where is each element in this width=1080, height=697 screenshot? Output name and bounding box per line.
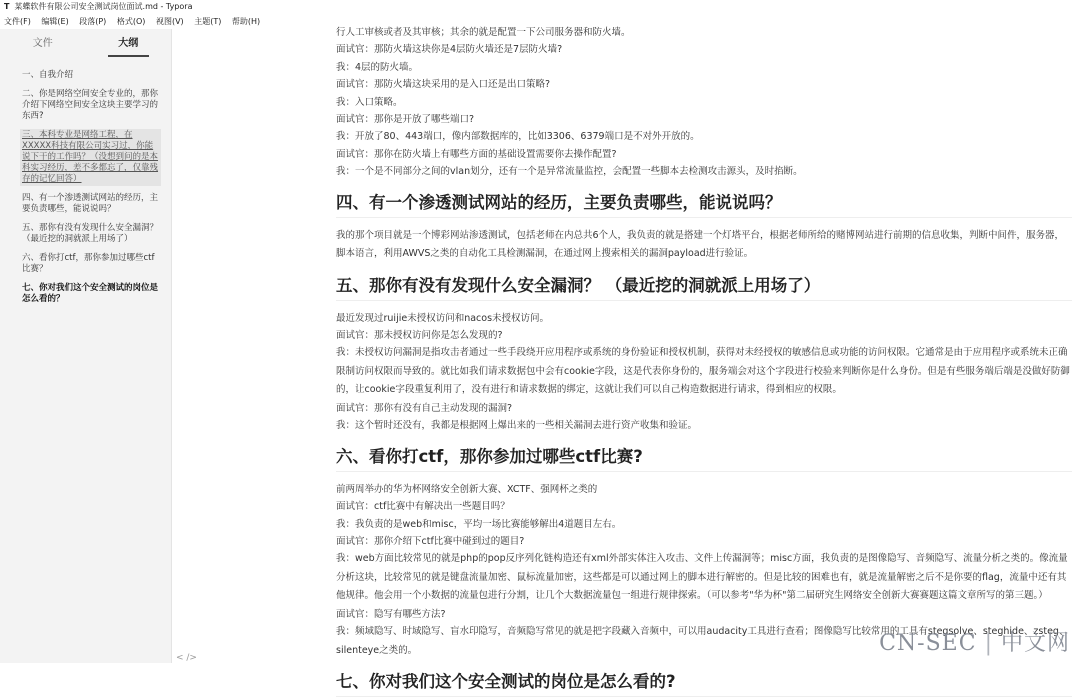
text-line: 我：我负责的是web和misc，平均一场比赛能够解出4道题目左右。 xyxy=(336,518,622,530)
text-line: 面试官：隐写有哪些方法? xyxy=(336,608,446,620)
outline-item-7[interactable]: 七、你对我们这个安全测试的岗位是怎么看的？ xyxy=(22,283,159,304)
source-code-mode-icon[interactable]: < /> xyxy=(176,653,197,663)
outline-list xyxy=(0,59,171,306)
watermark-left: CN-SEC xyxy=(879,631,977,656)
tab-outline[interactable]: 大纲 xyxy=(86,29,172,59)
text-line: 面试官：那防火墙这块采用的是入口还是出口策略? xyxy=(336,79,551,91)
text-line: 前两周举办的华为杯网络安全创新大赛、XCTF、强网杯之类的 xyxy=(336,483,598,495)
outline-item-6[interactable]: 六、看你打ctf，那你参加过哪些ctf比赛？ xyxy=(22,253,155,274)
text-line: 我：4层的防火墙。 xyxy=(336,61,419,73)
menu-format[interactable]: 格式(O) xyxy=(116,17,146,26)
menu-file[interactable]: 文件(F) xyxy=(4,17,31,26)
text-line: 面试官：那你有没有自己主动发现的漏洞? xyxy=(336,402,513,414)
text-line: 我：开放了80、443端口，像内部数据库的，比如3306、6379端口是不对外开放的。 xyxy=(336,131,700,143)
editor-content[interactable] xyxy=(336,24,1072,692)
window-title: 某蝶软件有限公司安全测试岗位面试.md - Typora xyxy=(14,2,193,11)
text-line: 面试官：那你在防火墙上有哪些方面的基础设置需要你去操作配置? xyxy=(336,148,617,160)
sidebar-tabs xyxy=(0,29,171,59)
text-line: 我：这个暂时还没有，我都是根据网上爆出来的一些相关漏洞去进行资产收集和验证。 xyxy=(336,420,698,432)
tab-files[interactable]: 文件 xyxy=(32,38,53,49)
menu-help[interactable]: 帮助(H) xyxy=(231,17,261,26)
heading-section-7: 七、你对我们这个安全测试的岗位是怎么看的? xyxy=(336,671,1072,697)
text-line: 行人工审核或者及其审核；其余的就是配置一下公司服务器和防火墙。 xyxy=(336,27,631,38)
sidebar xyxy=(0,29,172,663)
heading-section-6: 六、看你打ctf，那你参加过哪些ctf比赛? xyxy=(336,446,1072,472)
paragraph: 我：未授权访问漏洞是指攻击者通过一些手段绕开应用程序或系统的身份验证和授权机制，获得对未经授权的敏感信息或功能的访问权限。它通常是由于应用程序或系统未正确限制访问权限而导致的。就比如我们请求数据包中会有cookie字段，这是代表你身份的，服务端会对这个字段进行校验来判断你是什么身份。但是有些服务端后端是没做好防御的，让cookie字段重复利用了，没有进行和请求数据的绑定，这就让我们可以自己构造数据进行请求，得到相应的权限。 xyxy=(336,347,1070,396)
watermark-right: 中文网 xyxy=(1000,631,1070,656)
watermark xyxy=(879,626,1070,657)
menu-paragraph[interactable]: 段落(P) xyxy=(79,17,107,26)
menu-theme[interactable]: 主题(T) xyxy=(194,17,222,26)
text-line: 面试官：ctf比赛中有解决出一些题目吗？ xyxy=(336,501,510,513)
paragraph: 我：web方面比较常见的就是php的pop反序列化链构造还有xml外部实体注入攻击、文件上传漏洞等；misc方面，我负责的是图像隐写、音频隐写、流量分析之类的。像流量分析这块，比较常见的就是键盘流量加密、鼠标流量加密，这些都是可以通过网上的脚本进行解密的。但是比较的困难也有，就是流量解密之后不是你要的flag，流量中还有其他规律。他会用一个小数据的流量包进行分割，让几个大数据流量包一组进行规律探索。（可以参考"华为杯"第二届研究生网络安全创新大赛赛题这篇文章所写的第三题。） xyxy=(336,553,1068,602)
text-line: 面试官：那防火墙这块你是4层防火墙还是7层防火墙? xyxy=(336,44,563,56)
menu-view[interactable]: 视图(V) xyxy=(155,17,184,26)
outline-item-5[interactable]: 五、那你有没有发现什么安全漏洞？（最近挖的洞就派上用场了） xyxy=(22,223,159,244)
text-line: 最近发现过ruijie未授权访问和nacos未授权访问。 xyxy=(336,312,550,324)
menu-edit[interactable]: 编辑(E) xyxy=(41,17,69,26)
text-line: 我：入口策略。 xyxy=(336,96,403,108)
outline-item-3[interactable]: 三、本科专业是网络工程，在XXXXX科技有限公司实习过，你能说下干的工作吗？（没想到问的是本科实习经历，差不多都忘了，仅靠残存的记忆回答） xyxy=(20,129,161,186)
text-line: 我：一个是不同部分之间的vlan划分，还有一个是异常流量监控，会配置一些脚本去检测攻击源头，及时掐断。 xyxy=(336,166,803,178)
heading-section-5: 五、那你有没有发现什么安全漏洞？ （最近挖的洞就派上用场了） xyxy=(336,275,1072,301)
text-line: 面试官：那未授权访问你是怎么发现的? xyxy=(336,330,503,342)
outline-item-2[interactable]: 二、你是网络空间安全专业的，那你介绍下网络空间安全这块主要学习的东西? xyxy=(22,89,159,121)
paragraph: 我：频域隐写、时域隐写、盲水印隐写，音频隐写常见的就是把字段藏入音频中，可以用audacity工具进行查看；图像隐写比较常用的工具有stegsolve、steghide、zsteg、silenteye之类的。 xyxy=(336,626,1069,656)
typora-app-icon: T xyxy=(4,2,10,11)
text-line: 面试官：那你是开放了哪些端口? xyxy=(336,114,475,126)
paragraph: 我的那个项目就是一个博彩网站渗透测试，包括老师在内总共6个人，我负责的就是搭建一个灯塔平台，根据老师所给的赌博网站进行前期的信息收集，判断中间件，服务器，脚本语言，利用AWVS之类的自动化工具检测漏洞，在通过网上搜索相关的漏洞payload进行验证。 xyxy=(336,229,1065,260)
outline-item-1[interactable]: 一、自我介绍 xyxy=(22,70,74,80)
title-bar xyxy=(0,0,1080,14)
watermark-separator: | xyxy=(984,631,993,656)
heading-section-4: 四、有一个渗透测试网站的经历，主要负责哪些，能说说吗？ xyxy=(336,192,1072,218)
text-line: 面试官：那你介绍下ctf比赛中碰到过的题目? xyxy=(336,536,525,547)
outline-item-4[interactable]: 四、有一个渗透测试网站的经历，主要负责哪些，能说说吗？ xyxy=(22,193,159,214)
